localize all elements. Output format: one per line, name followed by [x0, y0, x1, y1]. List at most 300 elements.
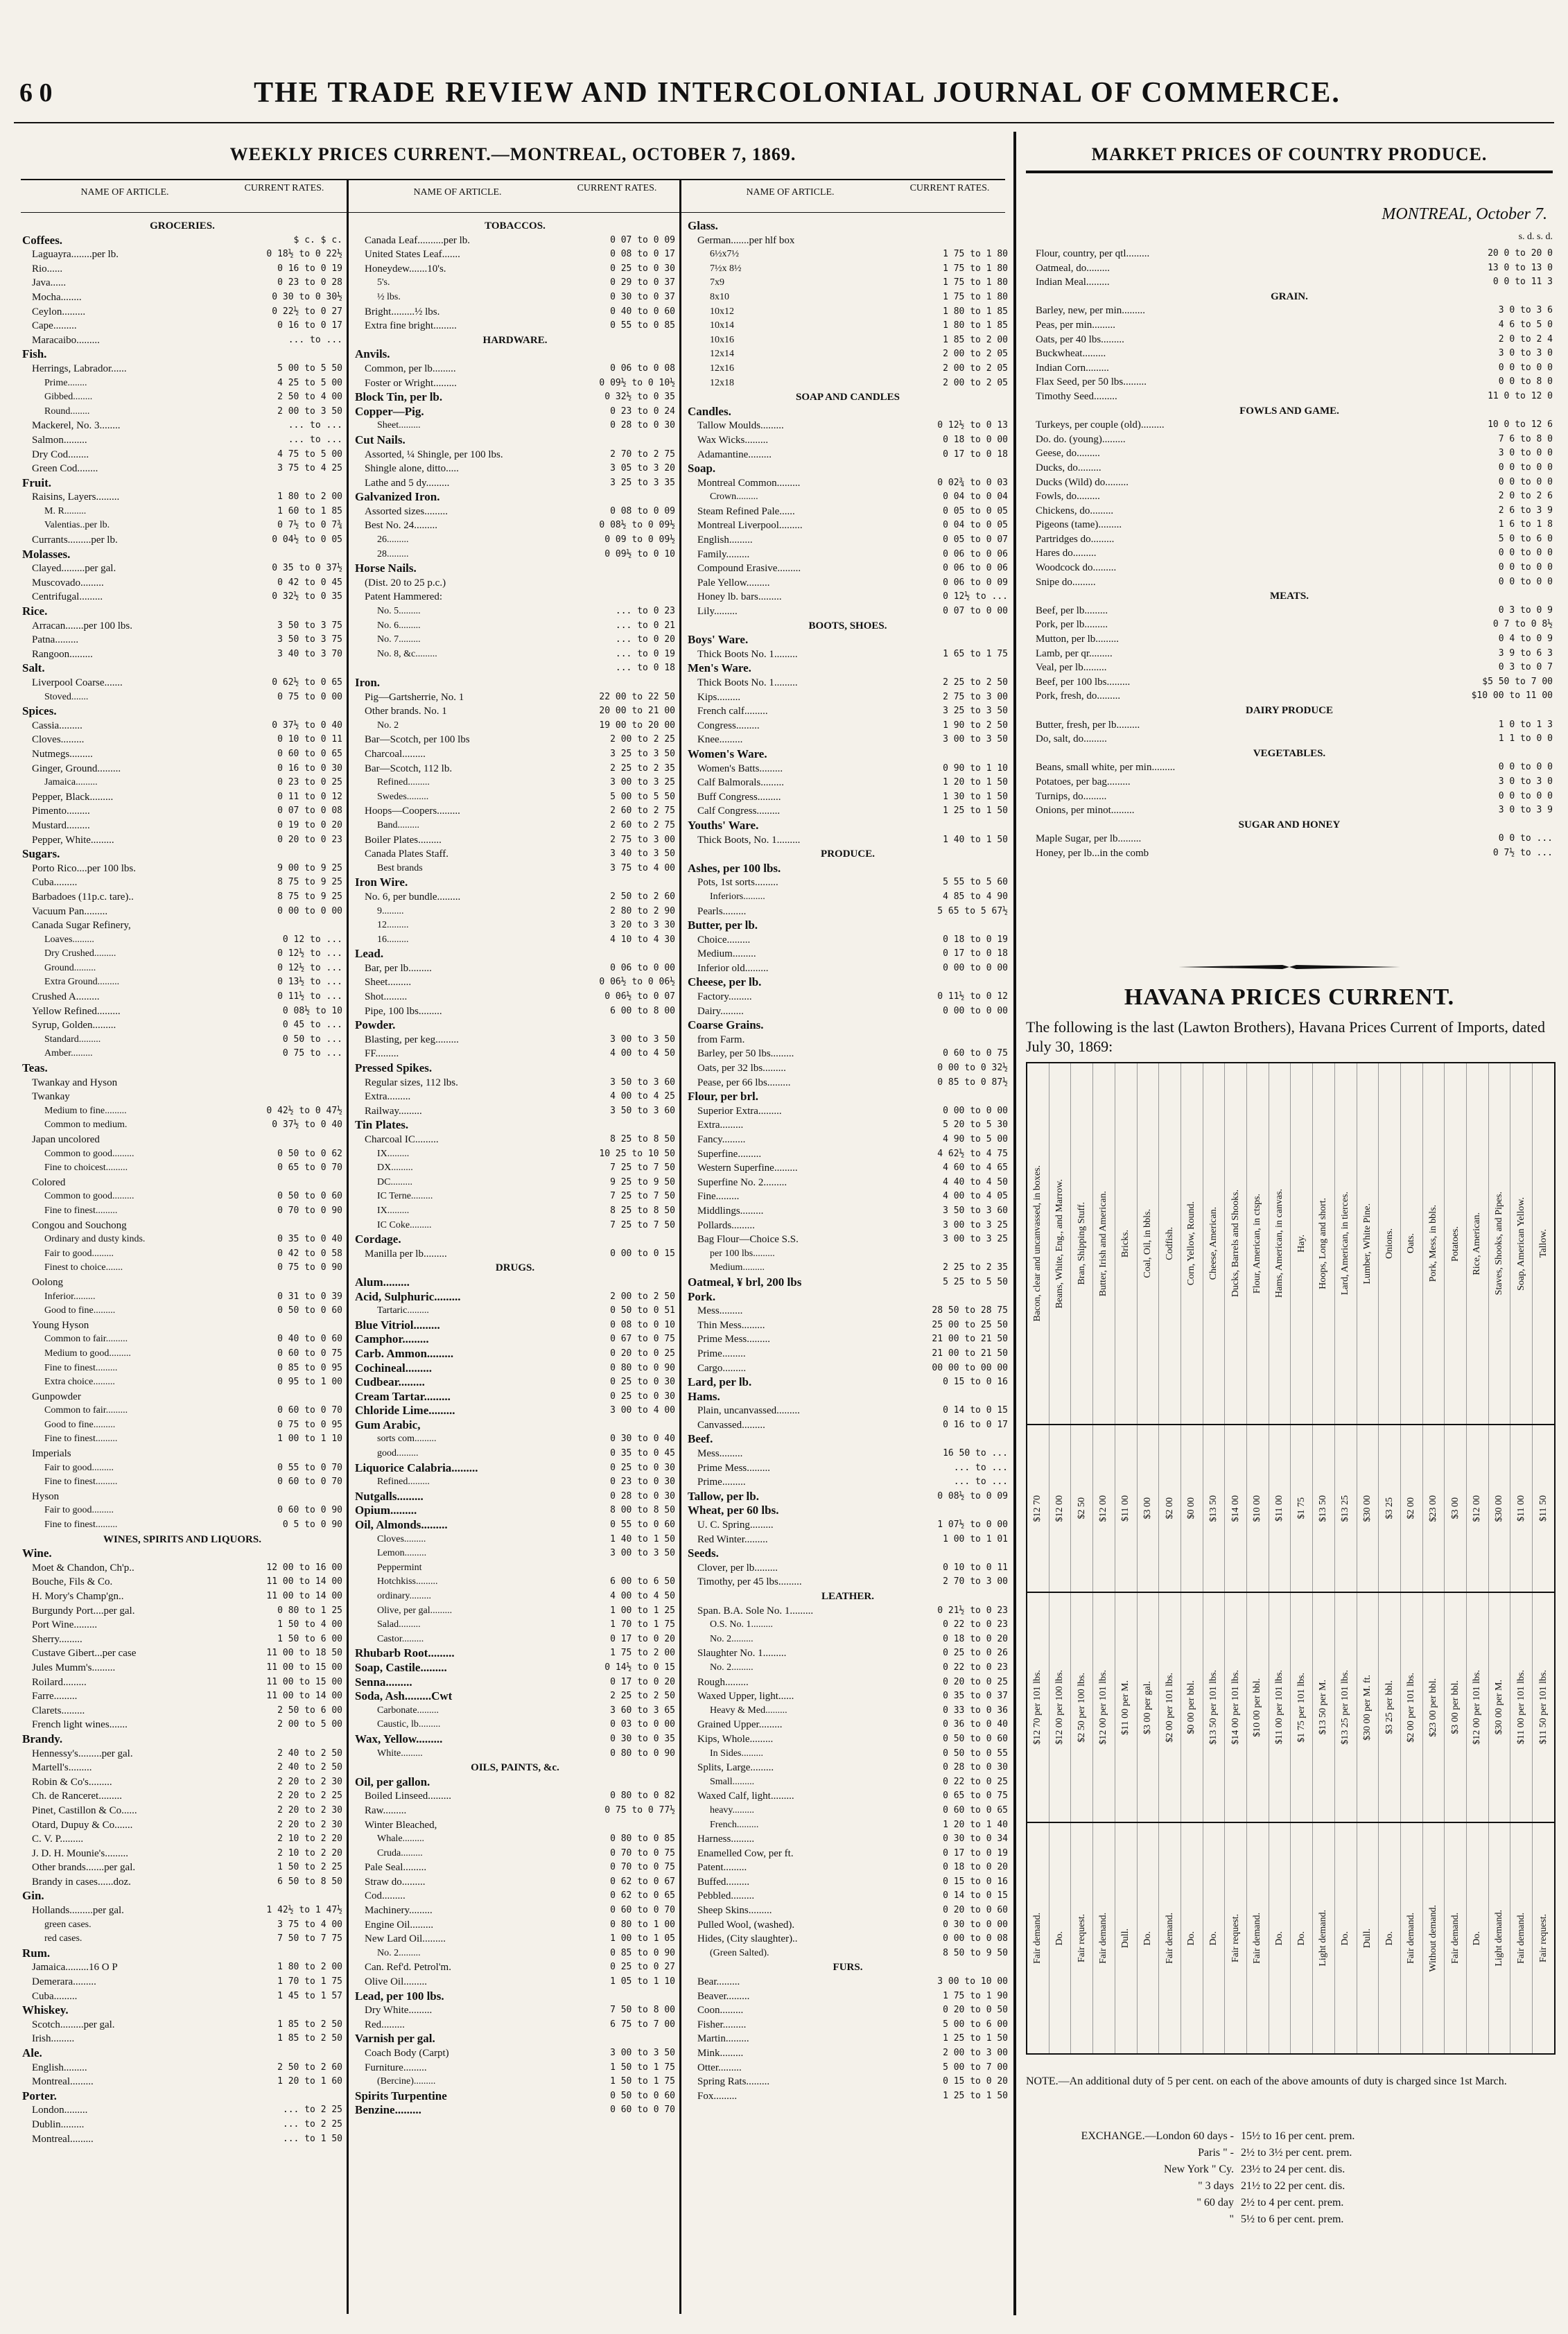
price-row [355, 990, 675, 1004]
article-name: Oatmeal, do......... [1036, 262, 1110, 274]
article-name: Dry Crushed......... [44, 948, 116, 959]
exchange-label: Paris " - [1198, 2147, 1234, 2159]
price-row [688, 1133, 1008, 1147]
price-row [1026, 760, 1553, 775]
price-row [355, 1547, 675, 1561]
current-rate [234, 1447, 342, 1461]
price-row [22, 1661, 342, 1675]
current-rate: 0 00 to 0 00 [943, 1005, 1008, 1016]
article-name: Clayed.........per gal. [32, 563, 116, 575]
price-row [22, 2003, 342, 2018]
current-rate: 1 40 to 1 50 [943, 834, 1008, 845]
price-row [688, 1604, 1008, 1619]
current-rate: 0 30 to 0 37 [610, 291, 675, 302]
price-row [355, 847, 675, 862]
current-rate: 22 00 to 22 50 [599, 691, 675, 702]
havana-price-full-text: $13 25 per 101 lbs. [1340, 1670, 1351, 1745]
price-row [688, 1561, 1008, 1576]
price-row [688, 462, 1008, 476]
article-name: Jamaica......... [44, 777, 98, 788]
price-row [355, 433, 675, 448]
current-rate: 2 75 to 3 00 [610, 834, 675, 845]
current-rate: 1 75 to 1 80 [943, 277, 1008, 288]
current-rate [567, 433, 675, 448]
price-row [688, 1090, 1008, 1104]
current-rate: 0 25 to 0 30 [610, 263, 675, 274]
current-rate: 2 0 to 2 6 [1498, 491, 1553, 502]
current-rate [234, 2046, 342, 2061]
price-row [22, 1061, 342, 1076]
current-rate: 3 50 to 3 75 [277, 634, 342, 645]
current-rate: 3 00 to 3 25 [943, 1234, 1008, 1245]
current-rate: 4 25 to 5 00 [277, 377, 342, 388]
category-heading: Soap. [688, 462, 716, 476]
price-row [355, 561, 675, 576]
havana-item-text: Potatoes. [1449, 1226, 1461, 1262]
price-row [22, 390, 342, 405]
price-row [355, 1533, 675, 1547]
price-row [22, 1304, 342, 1318]
price-row [355, 1061, 675, 1076]
price-row [1026, 290, 1553, 304]
current-rate: 4 6 to 5 0 [1498, 319, 1553, 330]
price-row [22, 1775, 342, 1790]
havana-demand-cell [1071, 1823, 1093, 2053]
article-name: Family......... [697, 548, 750, 560]
current-rate: 0 95 to 1 00 [277, 1377, 342, 1388]
current-rate: 0 04 to 0 05 [943, 520, 1008, 531]
price-row [355, 1718, 675, 1732]
price-row [355, 747, 675, 762]
current-rate: 0 70 to 0 75 [610, 1862, 675, 1873]
current-rate: 0 17 to 0 20 [610, 1676, 675, 1687]
article-name: Manilla per lb......... [365, 1248, 447, 1260]
article-name: (Bercine)......... [377, 2076, 436, 2087]
havana-price-full-cell [1401, 1593, 1423, 1822]
article-name: Honey, per lb...in the comb [1036, 847, 1149, 859]
article-name: DX......... [377, 1162, 413, 1174]
article-name: Cassia......... [32, 720, 82, 731]
havana-price-full-text: $12 00 per 101 lbs. [1472, 1670, 1483, 1745]
category-heading: Senna......... [355, 1675, 412, 1689]
price-row [355, 619, 675, 634]
current-rate: 0 17 to 0 20 [610, 1633, 675, 1644]
price-row [1026, 661, 1553, 675]
category-heading: Sugars. [22, 847, 60, 861]
price-row [355, 961, 675, 976]
current-rate: 0 11½ to ... [277, 991, 342, 1002]
havana-price-full-cell [1313, 1593, 1335, 1822]
price-row [355, 862, 675, 876]
prices-column-3 [688, 219, 1008, 2103]
havana-item-cell [1423, 1063, 1445, 1424]
current-rate: 0 7 to 0 8½ [1492, 619, 1553, 630]
price-row [1026, 489, 1553, 504]
havana-price-full-cell [1489, 1593, 1511, 1822]
article-name: Middlings......... [697, 1205, 764, 1217]
current-rate: 0 22½ to 0 27 [272, 306, 342, 317]
current-rate [567, 1775, 675, 1790]
price-row [355, 776, 675, 790]
current-rate: 8 00 to 8 50 [610, 1505, 675, 1516]
havana-item-text: Onions. [1384, 1228, 1395, 1259]
price-row [22, 1375, 342, 1390]
article-name: Extra......... [697, 1120, 744, 1131]
article-name: IX......... [377, 1148, 410, 1159]
article-name: 10x16 [710, 334, 734, 345]
category-heading: Opium......... [355, 1504, 417, 1517]
exchange-value: 2½ to 3½ per cent. prem. [1241, 2147, 1352, 2159]
price-row [22, 619, 342, 634]
current-rate [234, 604, 342, 619]
current-rate: 1 50 to 1 75 [610, 2062, 675, 2073]
article-name: In Sides......... [710, 1748, 763, 1759]
price-row [688, 776, 1008, 790]
current-rate: 7 6 to 8 0 [1498, 433, 1553, 444]
section-heading: GROCERIES. [150, 220, 215, 232]
price-row [22, 905, 342, 919]
havana-price-cell [1533, 1425, 1554, 1592]
current-rate: 0 80 to 1 25 [277, 1605, 342, 1616]
article-name: Martin......... [697, 2033, 749, 2045]
article-name: Cod......... [365, 1890, 406, 1902]
category-heading: Ashes, per 100 lbs. [688, 861, 781, 875]
havana-price-full-text: $3 00 per bbl. [1449, 1680, 1461, 1734]
article-name: Do, salt, do......... [1036, 733, 1107, 745]
price-row [22, 2061, 342, 2075]
article-name: Bright.........½ lbs. [365, 306, 440, 317]
article-name: Fine to finest......... [44, 1519, 118, 1531]
current-rate: 2 20 to 2 30 [277, 1804, 342, 1815]
current-rate: 0 00 to 0 00 [943, 962, 1008, 973]
havana-price-text: $14 00 [1230, 1495, 1241, 1522]
article-name: Cloves......... [377, 1533, 426, 1544]
price-row [688, 1332, 1008, 1347]
havana-item-cell [1093, 1063, 1115, 1424]
article-name: Flour, country, per qtl......... [1036, 248, 1150, 259]
current-rate: 0 30 to 0 30½ [272, 291, 342, 302]
article-name: sorts com......... [377, 1434, 437, 1445]
current-rate: 0 4 to 0 9 [1498, 634, 1553, 645]
article-name: Common to good......... [44, 1148, 134, 1159]
article-name: good......... [377, 1448, 419, 1459]
current-rate [567, 1275, 675, 1290]
havana-item-text: Cheese, American. [1208, 1207, 1219, 1280]
article-name: Tallow Moulds......... [697, 420, 784, 432]
price-row [688, 819, 1008, 833]
havana-demand-band [1027, 1823, 1554, 2053]
current-rate: ... to 0 23 [615, 606, 675, 617]
current-rate [567, 876, 675, 890]
havana-price-text: $10 00 [1252, 1495, 1263, 1522]
article-name: Thin Mess......... [697, 1319, 765, 1331]
article-name: Inferior old......... [697, 962, 769, 974]
current-rate: 4 90 to 5 00 [943, 1134, 1008, 1144]
price-row [355, 1432, 675, 1447]
article-name: Woodcock do......... [1036, 562, 1117, 574]
article-name: Sheet......... [377, 420, 421, 431]
article-name: Charcoal IC......... [365, 1134, 439, 1145]
current-rate: 1 75 to 1 90 [943, 1990, 1008, 2001]
current-rate [234, 1947, 342, 1961]
price-row [688, 305, 1008, 320]
exchange-label: " 3 days [1198, 2180, 1234, 2192]
current-rate: 4 62½ to 4 75 [937, 1148, 1008, 1159]
current-rate: 5 00 to 5 50 [610, 791, 675, 802]
article-name: Common to good......... [44, 1191, 134, 1202]
article-name: Liverpool Coarse....... [32, 677, 123, 688]
current-rate: 0 20 to 0 50 [943, 2005, 1008, 2016]
havana-price-full-text: $23 00 per bbl. [1428, 1678, 1438, 1737]
havana-price-text: $30 00 [1361, 1495, 1373, 1522]
price-row [22, 490, 342, 505]
price-row [688, 1989, 1008, 2004]
current-rate: 3 50 to 3 60 [610, 1105, 675, 1116]
article-name: Charcoal......... [365, 748, 426, 760]
article-name: Arracan.......per 100 lbs. [32, 620, 132, 632]
price-row [1026, 546, 1553, 561]
category-heading: Lead. [355, 947, 384, 961]
article-name: M. R......... [44, 505, 87, 516]
price-row [355, 1875, 675, 1890]
price-row [22, 1832, 342, 1847]
price-row [688, 918, 1008, 933]
havana-price-full-cell [1423, 1593, 1445, 1822]
price-row [22, 1918, 342, 1933]
havana-item-text: Bacon, clear and uncanvassed, in boxes. [1032, 1165, 1043, 1322]
article-name: Best No. 24......... [365, 520, 437, 532]
article-name: Splits, Large......... [697, 1762, 774, 1774]
article-name: 6½x7½ [710, 249, 739, 260]
category-heading: Men's Ware. [688, 661, 751, 675]
price-row [355, 1304, 675, 1318]
havana-demand-text: Do. [1186, 1931, 1197, 1946]
price-row [688, 990, 1008, 1004]
price-row [688, 1318, 1008, 1333]
price-row [1026, 518, 1553, 532]
price-row [688, 1247, 1008, 1262]
current-rate: 2 40 to 2 50 [277, 1748, 342, 1759]
current-rate: 8 75 to 9 25 [277, 877, 342, 888]
exchange-row [1026, 2161, 1553, 2178]
current-rate: 0 06 to 0 09 [943, 577, 1008, 588]
article-name: Beaver......... [697, 1990, 750, 2002]
havana-demand-cell [1335, 1823, 1357, 2053]
section-heading: OILS, PAINTS, &c. [471, 1762, 559, 1774]
price-row [22, 2089, 342, 2104]
article-name: Peas, per min......... [1036, 319, 1115, 331]
current-rate: 0 42 to 0 45 [277, 577, 342, 588]
current-rate [567, 1418, 675, 1433]
current-rate: 0 05 to 0 05 [943, 505, 1008, 516]
price-row [355, 276, 675, 290]
havana-demand-cell [1115, 1823, 1138, 2053]
article-name: Pale Seal......... [365, 1862, 427, 1874]
current-rate: 0 04 to 0 04 [943, 491, 1008, 503]
price-row [355, 1004, 675, 1019]
article-name: Small......... [710, 1776, 755, 1787]
price-row [22, 1732, 342, 1747]
current-rate: 3 0 to 3 6 [1498, 305, 1553, 316]
section-heading: FOWLS AND GAME. [1239, 405, 1339, 417]
article-name: 12x14 [710, 349, 734, 360]
article-name: Superior Extra......... [697, 1105, 782, 1117]
current-rate: 2 50 to 6 00 [277, 1705, 342, 1716]
article-name: Chickens, do......... [1036, 505, 1114, 516]
article-name: Winter Bleached, [365, 1819, 437, 1831]
category-heading: Porter. [22, 2089, 57, 2102]
current-rate [567, 1989, 675, 2004]
price-row [1026, 632, 1553, 647]
current-rate: 2 50 to 2 60 [277, 2062, 342, 2073]
category-heading: Oatmeal, ¥ brl, 200 lbs [688, 1275, 802, 1289]
price-row [22, 1161, 342, 1176]
article-name: Fine to finest......... [44, 1205, 118, 1216]
havana-title: HAVANA PRICES CURRENT. [1124, 984, 1455, 1010]
article-name: (Green Salted). [710, 1947, 769, 1958]
havana-demand-text: Without demand. [1428, 1904, 1438, 1972]
price-row [22, 1133, 342, 1147]
havana-demand-cell [1533, 1823, 1554, 2053]
havana-demand-cell [1027, 1823, 1049, 2053]
current-rate: 3 75 to 4 00 [277, 1919, 342, 1930]
havana-price-cell [1313, 1425, 1335, 1592]
article-name: Bouche, Fils & Co. [32, 1576, 113, 1588]
article-name: Pots, 1st sorts......... [697, 877, 778, 889]
havana-price-full-text: $3 00 per gal. [1142, 1680, 1153, 1734]
price-row [22, 1432, 342, 1447]
article-name: Beef, per lb......... [1036, 604, 1108, 616]
current-rate: 4 00 to 4 05 [943, 1191, 1008, 1202]
current-rate: 0 00 to 0 15 [610, 1248, 675, 1259]
price-row [688, 376, 1008, 391]
current-rate: 0 45 to ... [282, 1020, 342, 1031]
article-name: FF......... [365, 1048, 399, 1060]
price-row [22, 1490, 342, 1504]
price-row [1026, 261, 1553, 276]
article-name: Currants.........per lb. [32, 534, 118, 546]
havana-price-full-text: $13 50 per 101 lbs. [1208, 1670, 1219, 1745]
current-rate: 28 50 to 28 75 [932, 1305, 1008, 1316]
current-rate [900, 234, 1008, 248]
current-rate: 0 03 to 0 00 [610, 1719, 675, 1730]
price-row [688, 1047, 1008, 1061]
havana-demand-text: Fair request. [1537, 1914, 1549, 1962]
havana-price-cell [1357, 1425, 1379, 1592]
price-row [22, 1418, 342, 1433]
price-row [355, 676, 675, 690]
price-row [22, 405, 342, 419]
article-name: No. 2 [377, 720, 399, 731]
price-row [355, 519, 675, 533]
article-name: Cargo......... [697, 1362, 747, 1374]
price-row [22, 1275, 342, 1290]
havana-price-cell [1335, 1425, 1357, 1592]
current-rate [234, 1275, 342, 1290]
price-row [688, 1932, 1008, 1947]
havana-demand-text: Fair request. [1230, 1914, 1241, 1962]
current-rate [900, 1018, 1008, 1033]
category-heading: Acid, Sulphuric......... [355, 1289, 461, 1303]
havana-price-text: $12 70 [1032, 1495, 1043, 1522]
price-row [22, 1318, 342, 1333]
article-name: No. 2......... [710, 1662, 753, 1673]
price-row [688, 347, 1008, 362]
price-row [355, 719, 675, 733]
price-row [22, 333, 342, 348]
current-rate: 0 15 to 0 16 [943, 1377, 1008, 1388]
current-rate: 2 0 to 2 4 [1498, 333, 1553, 345]
article-name: Irish......... [32, 2033, 75, 2045]
current-rate: 1 85 to 2 50 [277, 2033, 342, 2044]
price-row [355, 890, 675, 905]
price-row [688, 905, 1008, 919]
price-row [688, 234, 1008, 248]
price-row [688, 519, 1008, 533]
havana-item-cell [1291, 1063, 1313, 1424]
current-rate: $ c. $ c. [293, 234, 342, 245]
price-row [688, 319, 1008, 333]
category-heading: Cut Nails. [355, 433, 406, 446]
current-rate: 0 16 to 0 17 [943, 1419, 1008, 1430]
article-name: Maracaibo......... [32, 334, 100, 346]
article-name: Flax Seed, per 50 lbs......... [1036, 376, 1147, 388]
article-name: 16......... [377, 934, 409, 945]
havana-item-cell [1071, 1063, 1093, 1424]
havana-price-full-cell [1071, 1593, 1093, 1822]
article-name: Buckwheat......... [1036, 348, 1106, 360]
price-row [688, 1675, 1008, 1690]
price-row [355, 1047, 675, 1061]
article-name: from Farm. [697, 1034, 745, 1045]
article-name: Bag Flour—Choice S.S. [697, 1234, 799, 1246]
current-rate: 0 32½ to 0 35 [604, 392, 675, 403]
current-rate: 21 00 to 21 50 [932, 1348, 1008, 1359]
article-name: Green Cod........ [32, 463, 98, 475]
price-row [355, 1219, 675, 1233]
price-row [22, 1947, 342, 1961]
current-rate: 0 21½ to 0 23 [937, 1605, 1008, 1616]
price-row [1026, 418, 1553, 433]
price-row [355, 448, 675, 462]
current-rate [900, 219, 1008, 234]
current-rate: 0 16 to 0 19 [277, 263, 342, 274]
price-row [688, 1018, 1008, 1033]
price-row [688, 704, 1008, 719]
price-row [355, 505, 675, 519]
price-row [355, 1204, 675, 1219]
price-row [688, 2032, 1008, 2046]
current-rate: 1 80 to 2 00 [277, 491, 342, 503]
havana-demand-cell [1225, 1823, 1247, 2053]
price-row [355, 1233, 675, 1247]
current-rate: 9 25 to 9 50 [610, 1176, 675, 1187]
article-name: Sheet......... [365, 977, 412, 989]
current-rate: 0 07 to 0 09 [610, 234, 675, 245]
price-row [355, 533, 675, 548]
current-rate: 0 50 to 0 55 [943, 1748, 1008, 1759]
price-row [355, 476, 675, 491]
havana-demand-text: Fair demand. [1098, 1913, 1109, 1964]
price-row [355, 590, 675, 604]
price-row [1026, 476, 1553, 490]
article-name: Prime......... [697, 1348, 746, 1359]
current-rate: 0 14 to 0 15 [943, 1890, 1008, 1901]
category-heading: Beef. [688, 1432, 713, 1446]
price-row [355, 975, 675, 990]
current-rate: 5 65 to 5 67½ [937, 905, 1008, 916]
price-row [355, 462, 675, 476]
